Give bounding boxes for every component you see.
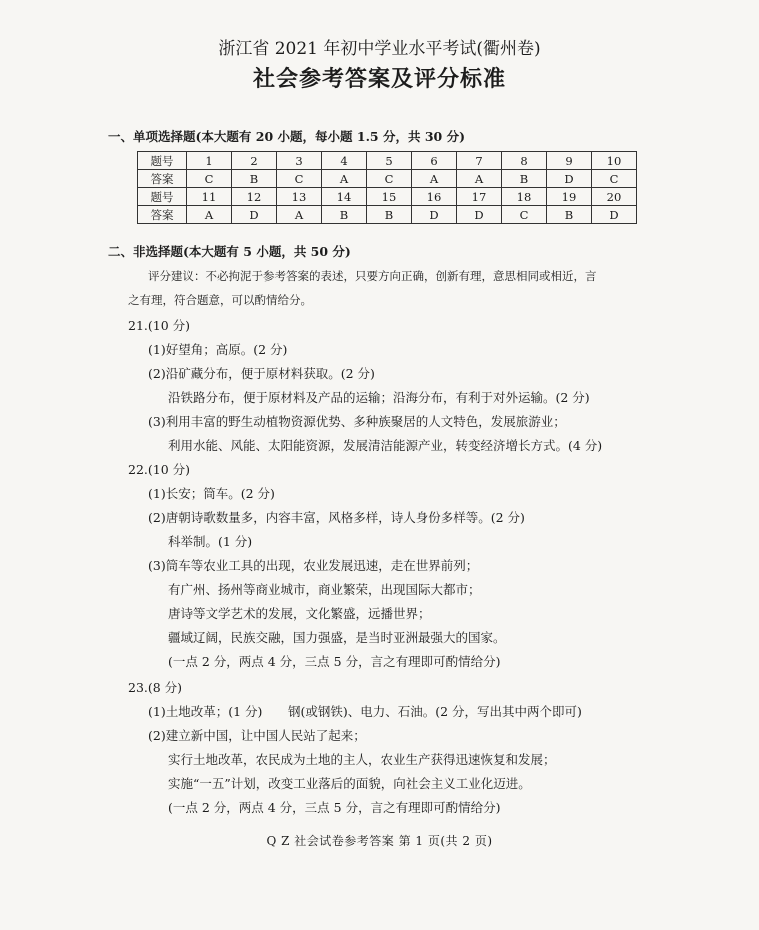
- question-number-cell: 10: [592, 152, 637, 170]
- row-label: 题号: [138, 188, 187, 206]
- question-number-cell: 15: [367, 188, 412, 206]
- answer-cell: B: [367, 206, 412, 224]
- answer-cell: A: [277, 206, 322, 224]
- answer-cell: C: [277, 170, 322, 188]
- answer-cell: C: [592, 170, 637, 188]
- q21-line: (2)沿矿藏分布，便于原材料获取。(2 分): [148, 366, 375, 381]
- question-number-cell: 18: [502, 188, 547, 206]
- section1-heading: 一、单项选择题(本大题有 20 小题，每小题 1.5 分，共 30 分): [108, 129, 465, 144]
- question-number-cell: 5: [367, 152, 412, 170]
- q23-line: 钢(或钢铁)、电力、石油。(2 分，写出其中两个即可): [288, 704, 582, 719]
- q23-line: (2)建立新中国，让中国人民站了起来；: [148, 728, 366, 743]
- q22-line: (一点 2 分，两点 4 分，三点 5 分，言之有理即可酌情给分): [168, 654, 501, 669]
- answer-cell: C: [367, 170, 412, 188]
- q21-line: (1)好望角；高原。(2 分): [148, 342, 288, 357]
- q23-line: 实行土地改革，农民成为土地的主人，农业生产获得迅速恢复和发展；: [168, 752, 556, 767]
- q22-line: (1)长安；筒车。(2 分): [148, 486, 275, 501]
- table-row: [138, 188, 637, 206]
- question-number-cell: 2: [232, 152, 277, 170]
- row-label: 答案: [138, 170, 187, 188]
- answer-cell: D: [547, 170, 592, 188]
- exam-title: 浙江省 2021 年初中学业水平考试(衢州卷): [218, 39, 541, 59]
- question-number-cell: 9: [547, 152, 592, 170]
- answer-cell: D: [592, 206, 637, 224]
- q21-line: 沿铁路分布，便于原材料及产品的运输；沿海分布，有利于对外运输。(2 分): [168, 390, 590, 405]
- q22-line: (3)筒车等农业工具的出现，农业发展迅速，走在世界前列；: [148, 558, 479, 573]
- section2-heading: 二、非选择题(本大题有 5 小题，共 50 分): [108, 244, 351, 259]
- table-row: [138, 206, 637, 224]
- answer-cell: B: [547, 206, 592, 224]
- q21-title: 21.(10 分): [128, 318, 191, 333]
- q22-line: 唐诗等文学艺术的发展，文化繁盛，远播世界；: [168, 606, 431, 621]
- question-number-cell: 1: [187, 152, 232, 170]
- question-number-cell: 17: [457, 188, 502, 206]
- q22-line: 疆域辽阔，民族交融，国力强盛，是当时亚洲最强大的国家。: [168, 630, 506, 645]
- answer-cell: D: [412, 206, 457, 224]
- answer-cell: A: [412, 170, 457, 188]
- q22-title: 22.(10 分): [128, 462, 191, 477]
- question-number-cell: 11: [187, 188, 232, 206]
- question-number-cell: 6: [412, 152, 457, 170]
- q22-line: 有广州、扬州等商业城市，商业繁荣，出现国际大都市；: [168, 582, 481, 597]
- table-row: [138, 170, 637, 188]
- page-title: 社会参考答案及评分标准: [252, 66, 506, 92]
- row-label: 答案: [138, 206, 187, 224]
- q23-line: 实施“一五”计划，改变工业落后的面貌，向社会主义工业化迈进。: [168, 776, 531, 791]
- q22-line: 科举制。(1 分): [168, 534, 253, 549]
- answer-cell: C: [502, 206, 547, 224]
- answer-cell: B: [322, 206, 367, 224]
- q22-line: (2)唐朝诗歌数量多，内容丰富，风格多样，诗人身份多样等。(2 分): [148, 510, 525, 525]
- question-number-cell: 12: [232, 188, 277, 206]
- question-number-cell: 8: [502, 152, 547, 170]
- q21-line: 利用水能、风能、太阳能资源，发展清洁能源产业，转变经济增长方式。(4 分): [168, 438, 603, 453]
- answer-cell: D: [457, 206, 502, 224]
- grading-note-line1: 评分建议：不必拘泥于参考答案的表述，只要方向正确，创新有理，意思相同或相近，言: [148, 269, 597, 283]
- question-number-cell: 7: [457, 152, 502, 170]
- question-number-cell: 13: [277, 188, 322, 206]
- answer-cell: A: [187, 206, 232, 224]
- question-number-cell: 4: [322, 152, 367, 170]
- answer-cell: B: [502, 170, 547, 188]
- question-number-cell: 3: [277, 152, 322, 170]
- q23-line: (1)土地改革；(1 分): [148, 704, 263, 719]
- grading-note-line2: 之有理，符合题意，可以酌情给分。: [128, 293, 312, 307]
- question-number-cell: 16: [412, 188, 457, 206]
- q21-line: (3)利用丰富的野生动植物资源优势、多种族聚居的人文特色，发展旅游业；: [148, 414, 566, 429]
- answer-cell: D: [232, 206, 277, 224]
- answer-table: [137, 151, 637, 224]
- q23-title: 23.(8 分): [128, 680, 183, 695]
- answer-cell: A: [322, 170, 367, 188]
- page-footer: Q Z 社会试卷参考答案 第 1 页(共 2 页): [266, 834, 493, 848]
- q23-line: (一点 2 分，两点 4 分，三点 5 分，言之有理即可酌情给分): [168, 800, 501, 815]
- question-number-cell: 20: [592, 188, 637, 206]
- answer-cell: C: [187, 170, 232, 188]
- answer-cell: A: [457, 170, 502, 188]
- answer-cell: B: [232, 170, 277, 188]
- question-number-cell: 14: [322, 188, 367, 206]
- row-label: 题号: [138, 152, 187, 170]
- question-number-cell: 19: [547, 188, 592, 206]
- table-row: [138, 152, 637, 170]
